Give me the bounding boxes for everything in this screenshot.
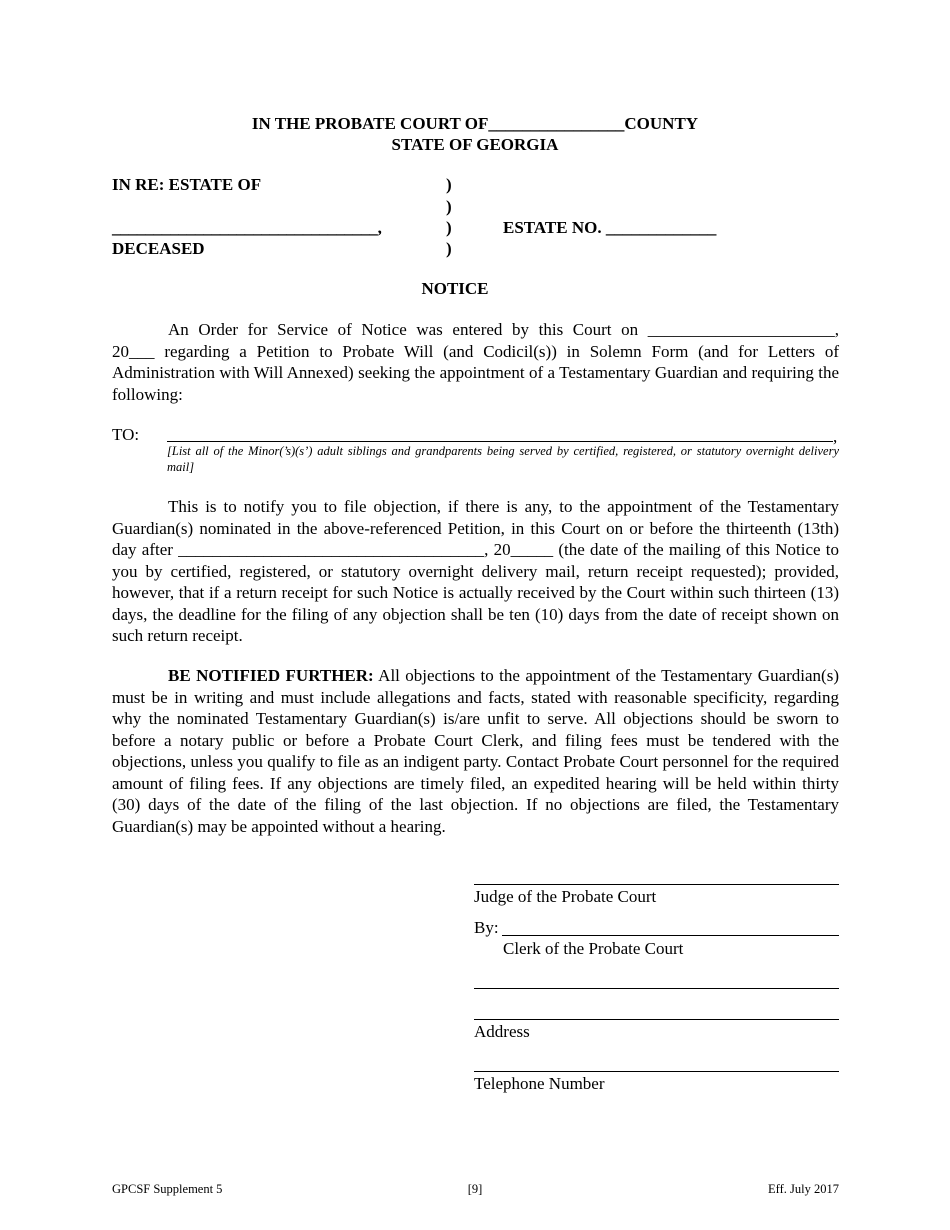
deceased-label: DECEASED: [112, 239, 205, 258]
caption-paren: ): [446, 218, 452, 237]
notified-further-paragraph: [112, 665, 839, 837]
recipients-instruction: [List all of the Minor(’s)(s’) adult siblings and grandparents being served by certified, registered, or statutory overnight delivery mail]: [167, 444, 839, 474]
objection-paragraph-body: This is to notify you to file objection, if there is any, to the appointment of the Testamentary Guardian(s) nominated in the above-referenced Petition, in this Court on or before the thirteenth (13th) day after ____________________________________, 20_____ (the date of the mailing of this Notice to you by certified, registered, or statutory overnight delivery mail, return receipt requested); provided, however, that if a return receipt for such Notice is actually received by the Court within such thirteen (13) days, the deadline for the filing of any objection shall be ten (10) days from the date of receipt shown on such return receipt.: [112, 497, 839, 645]
court-prefix: IN THE PROBATE COURT OF: [251, 114, 489, 133]
clerk-label: Clerk of the Probate Court: [503, 939, 684, 958]
telephone-line: [474, 1071, 839, 1072]
court-heading: [0, 114, 950, 134]
estate-number: [503, 218, 716, 238]
court-suffix: COUNTY: [624, 114, 699, 133]
caption-paren: ): [446, 239, 452, 258]
telephone-label: Telephone Number: [474, 1074, 605, 1093]
notice-title: NOTICE: [421, 279, 489, 298]
caption-paren: ): [446, 175, 452, 194]
footer-form-id: GPCSF Supplement 5: [112, 1182, 223, 1196]
to-label: TO:: [112, 425, 140, 444]
address-label: Address: [474, 1022, 530, 1041]
footer-effective-date: Eff. July 2017: [768, 1182, 839, 1196]
caption-paren: ): [446, 197, 452, 216]
clerk-signature-line: [502, 935, 839, 936]
notified-further-lead: BE NOTIFIED FURTHER:: [168, 666, 374, 685]
order-paragraph: [112, 319, 839, 405]
footer-page-number: [9]: [467, 1182, 483, 1196]
objection-paragraph: [112, 496, 839, 647]
county-blank: ________________: [488, 114, 625, 133]
state-heading: STATE OF GEORGIA: [391, 135, 559, 154]
judge-signature-line: [474, 884, 839, 885]
order-paragraph-body: 20___ regarding a Petition to Probate Will (and Codicil(s)) in Solemn Form (and for Letters of Administration with Will Annexed) seeking the appointment of a Testamentary Guardian and requiring the following:: [112, 341, 839, 404]
estate-no-label: ESTATE NO.: [503, 218, 602, 237]
recipients-line: [167, 441, 833, 442]
decedent-name-blank: ________________________________,: [112, 218, 382, 237]
notified-further-body: All objections to the appointment of the Testamentary Guardian(s) must be in writing and must include allegations and facts, stated with reasonable specificity, regarding why the nominated Testamentary Guardian(s) is/are unfit to serve. All objections should be sworn to before a notary public or before a Probate Court Clerk, and filing fees must be tendered with the objections, unless you qualify to file as an indigent party. Contact Probate Court personnel for the required amount of filing fees. If any objections are timely filed, an expedited hearing will be held within thirty (30) days of the date of the filing of the last objection. If no objections are filed, the Testamentary Guardian(s) may be appointed without a hearing.: [112, 666, 839, 836]
address-line-2: [474, 1019, 839, 1020]
order-first-line: An Order for Service of Notice was entered by this Court on ______________________,: [168, 320, 839, 339]
judge-label: Judge of the Probate Court: [474, 887, 657, 906]
in-re-label: IN RE: ESTATE OF: [112, 175, 262, 194]
by-label: By:: [474, 918, 499, 937]
address-line-1: [474, 988, 839, 989]
recipients-comma: ,: [833, 427, 838, 446]
estate-no-blank: _____________: [605, 218, 717, 237]
